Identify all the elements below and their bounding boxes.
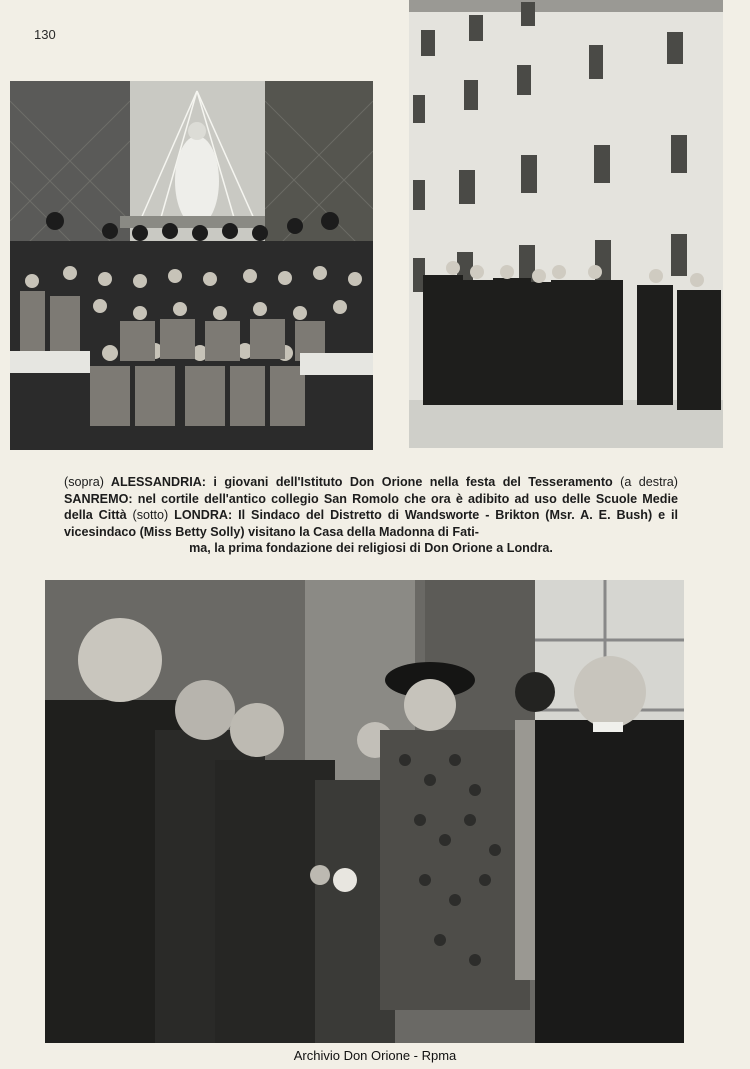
group-photo-chapel-icon xyxy=(10,81,373,450)
caption-lead-sopra: (sopra) xyxy=(64,475,104,489)
reception-photo-icon xyxy=(45,580,684,1043)
caption-place-alessandria: ALESSANDRIA: xyxy=(110,475,206,489)
caption-text-sanremo: nel cortile dell'antico collegio San Romolo che ora è adibito ad uso delle Scuole Medie della Città xyxy=(64,491,678,522)
caption-text-londra: Il Sindaco del Distretto di Wandsworte - Brikton (Msr. A. E. Bush) e il vicesindaco (Miss Betty Solly) visitano la Casa della Madonna di Fati- xyxy=(64,508,679,539)
photo-londra xyxy=(45,580,684,1043)
group-photo-courtyard-icon xyxy=(409,0,723,448)
photo-sanremo xyxy=(409,0,723,448)
caption-lead-destra: (a destra) xyxy=(620,475,678,489)
photo-caption xyxy=(64,474,678,557)
page-number: 130 xyxy=(34,27,56,42)
caption-place-londra: LONDRA: xyxy=(174,508,233,522)
archive-footer: Archivio Don Orione - Rpma xyxy=(293,1048,457,1063)
caption-last-line: ma, la prima fondazione dei religiosi di Don Orione a Londra. xyxy=(189,541,553,555)
caption-text-alessandria: i giovani dell'Istituto Don Orione nella festa del Tesseramento xyxy=(206,475,621,489)
caption-place-sanremo: SANREMO: xyxy=(64,491,133,506)
caption-lead-sotto: (sotto) xyxy=(132,508,169,522)
photo-alessandria xyxy=(10,81,373,450)
